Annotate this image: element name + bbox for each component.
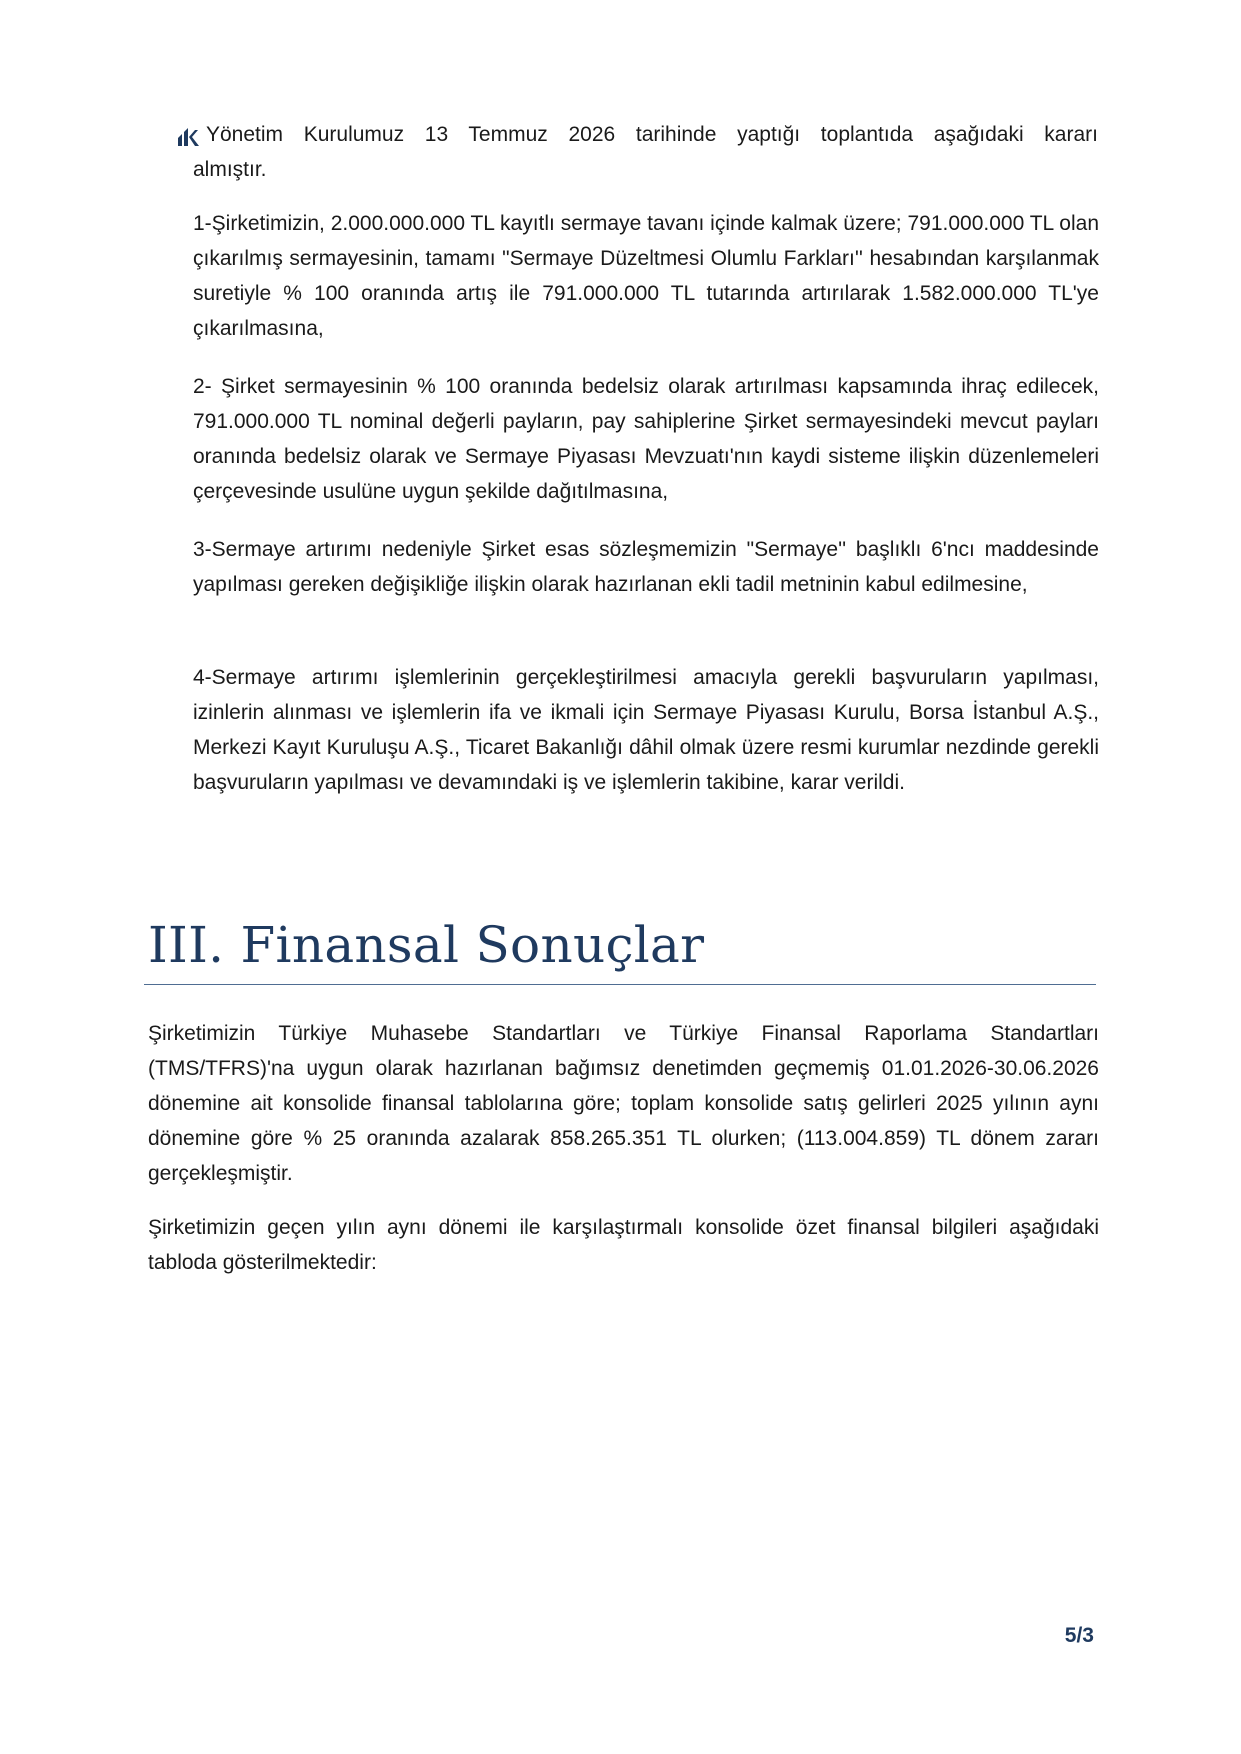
bullet-paragraph-line2: almıştır.	[193, 158, 267, 181]
resolution-3: 3-Sermaye artırımı nedeniyle Şirket esas sözleşmemizin "Sermaye'' başlıklı 6'ncı maddesinde yapılması gereken değişikliğe ilişkin olarak hazırlanan ekli tadil metninin kabul edilmesine,	[193, 538, 1099, 596]
resolution-2: 2- Şirket sermayesinin % 100 oranında bedelsiz olarak artırılması kapsamında ihraç edilecek, 791.000.000 TL nominal değerli payların, pay sahiplerine Şirket sermayesindeki mevcut payları oranında bedelsiz olarak ve Sermaye Piyasası Mevzuatı'nın kaydi sisteme ilişkin düzenlemeleri çerçevesinde usulüne uygun şekilde dağıtılmasına,	[193, 375, 1099, 503]
resolution-4: 4-Sermaye artırımı işlemlerinin gerçekleştirilmesi amacıyla gerekli başvuruların yapılması, izinlerin alınması ve işlemlerin ifa ve ikmali için Sermaye Piyasası Kurulu, Borsa İstanbul A.Ş., Merkezi Kayıt Kuruluşu A.Ş., Ticaret Bakanlığı dâhil olmak üzere resmi kurumlar nezdinde gerekli başvuruların yapılması ve devamındaki iş ve işlemlerin takibine, karar verildi.	[193, 666, 1099, 794]
page-number: 5/3	[1064, 1624, 1094, 1647]
section-title: III. Finansal Sonuçlar	[148, 916, 705, 974]
logo-bullet-icon	[178, 126, 202, 146]
financial-results-paragraph: Şirketimizin Türkiye Muhasebe Standartları ve Türkiye Finansal Raporlama Standartları (TMS/TFRS)'na uygun olarak hazırlanan bağımsız denetimden geçmemiş 01.01.2026-30.06.2026 dönemine ait konsolide finansal tablolarına göre; toplam konsolide satış gelirleri 2025 yılının aynı dönemine göre % 25 oranında azalarak 858.265.351 TL olurken; (113.004.859) TL dönem zararı gerçekleşmiştir.	[148, 1022, 1099, 1185]
bullet-paragraph-line1: Yönetim Kurulumuz 13 Temmuz 2026 tarihinde yaptığı toplantıda aşağıdaki kararı	[206, 123, 1098, 146]
section-divider	[144, 984, 1096, 985]
summary-intro-paragraph: Şirketimizin geçen yılın aynı dönemi ile karşılaştırmalı konsolide özet finansal bilgileri aşağıdaki tabloda gösterilmektedir:	[148, 1216, 1099, 1274]
resolution-1: 1-Şirketimizin, 2.000.000.000 TL kayıtlı sermaye tavanı içinde kalmak üzere; 791.000.000 TL olan çıkarılmış sermayesinin, tamamı "Sermaye Düzeltmesi Olumlu Farkları'' hesabından karşılanmak suretiyle % 100 oranında artış ile 791.000.000 TL tutarında artırılarak 1.582.000.000 TL'ye çıkarılmasına,	[193, 212, 1099, 340]
